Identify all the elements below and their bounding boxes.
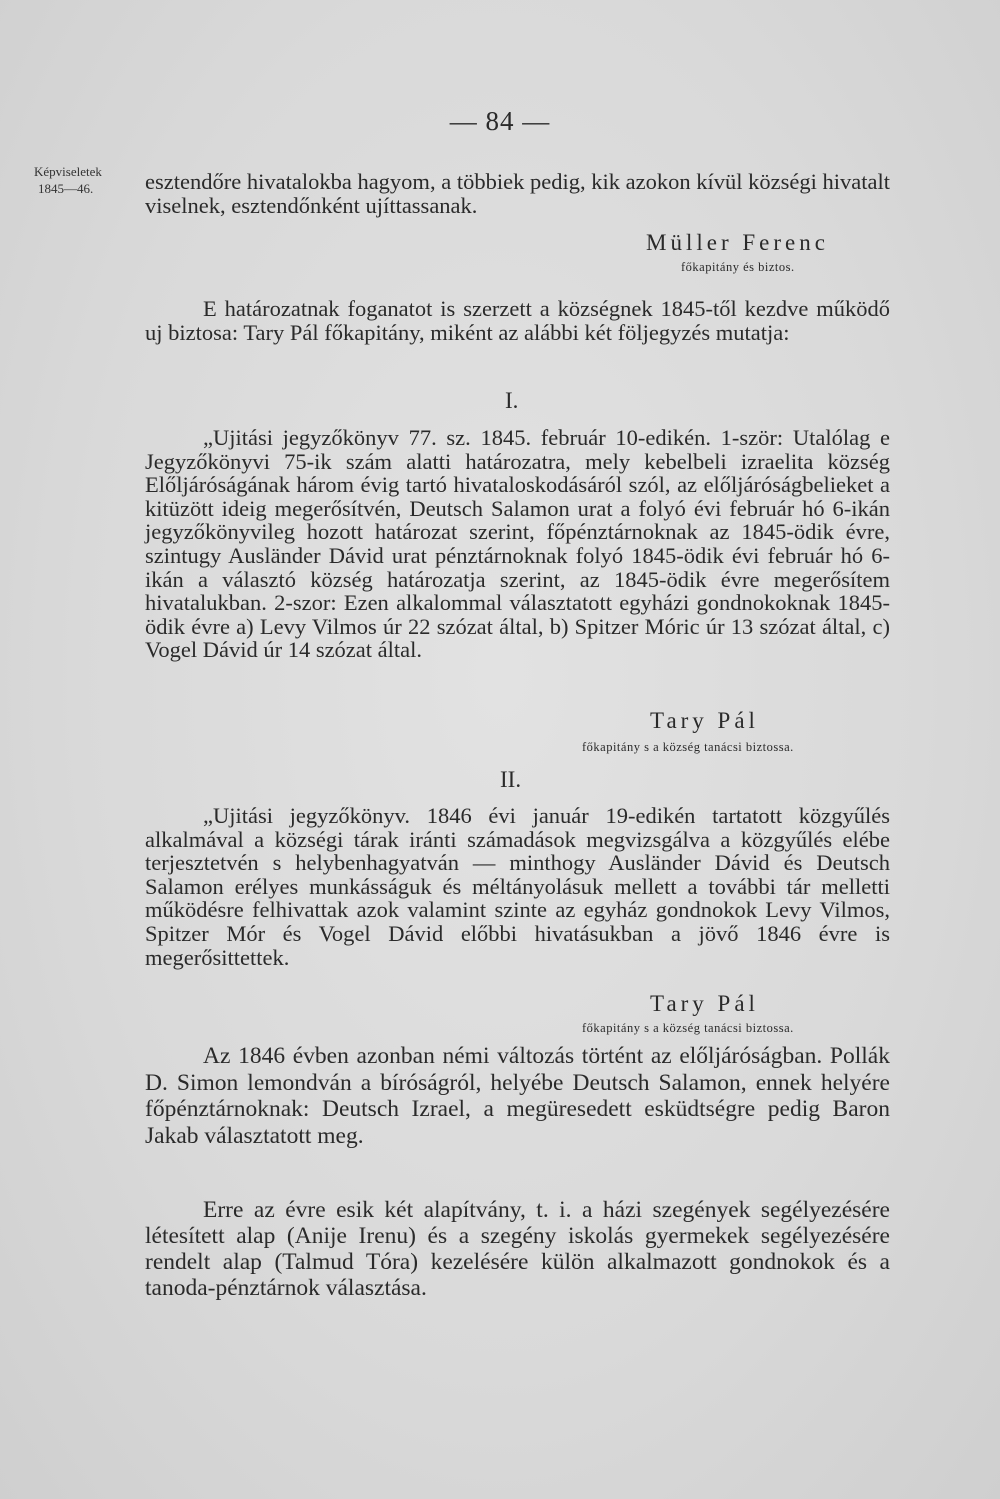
- section-1-numeral: I.: [505, 388, 519, 413]
- paragraph-4: „Ujitási jegyzőkönyv. 1846 évi január 19-edikén tartatott közgyűlés alkalmával a községi tárak iránti számadások megvizsgálva a közgyűlés elébe terjesztetvén s helybenhagyatván — minthogy Ausländer Dávid és Deutsch Salamon erélyes munkásságuk és méltányolásuk mellett a további tár melletti működésre felhivattak azok valamint szinte az egyház gondnokok Levy Vilmos, Spitzer Mór és Vogel Dávid előbbi hivatásukban a jövő 1846 évre is megerősittettek.: [145, 803, 890, 970]
- signature-2-title: főkapitány s a község tanácsi biztossa.: [582, 740, 794, 754]
- signature-1-title: főkapitány és biztos.: [681, 260, 795, 274]
- signature-3-title: főkapitány s a község tanácsi biztossa.: [582, 1021, 794, 1035]
- paragraph-1: esztendőre hivatalokba hagyom, a többiek pedig, kik azokon kívül községi hivatalt viselnek, esztendőnként ujíttassanak.: [145, 169, 890, 218]
- paragraph-5: Az 1846 évben azonban némi változás történt az előljáróságban. Pollák D. Simon lemondván a bíróságról, helyébe Deutsch Salamon, ennek helyére főpénztárnoknak: Deutsch Izrael, a megüresedett esküdtségre pedig Baron Jakab választatott meg.: [145, 1043, 890, 1149]
- page-number: — 84 —: [449, 106, 551, 136]
- paragraph-2: E határozatnak foganatot is szerzett a községnek 1845-től kezdve működő uj biztosa: Tary Pál főkapitány, miként az alábbi két följegyzés mutatja:: [145, 296, 890, 345]
- signature-1-name: Müller Ferenc: [646, 230, 829, 255]
- signature-3-name: Tary Pál: [650, 991, 759, 1016]
- signature-2-name: Tary Pál: [650, 708, 759, 733]
- marginal-note-line-1: Képviseletek: [34, 164, 102, 179]
- paragraph-6: Erre az évre esik két alapítvány, t. i. a házi szegények segélyezésére létesített alap (Anije Irenu) és a szegény iskolás gyermekek segélyezésére rendelt alap (Talmud Tóra) kezelésére külön alkalmazott gondnokok és a tanoda-pénztárnok választása.: [145, 1197, 890, 1301]
- paragraph-3: „Ujitási jegyzőkönyv 77. sz. 1845. február 10-edikén. 1-ször: Utalólag e Jegyzőkönyvi 75-ik szám alatti határozatra, mely kebelbeli izraelita község Előljáróságának három évig tartó hivataloskodásáról szól, az előljáróságbelieket a kitüzött ideig megerősítvén, Deutsch Salamon urat a folyó évi február hó 6-ikán jegyzőkönyvileg hozott határozat szerint, főpénztárnoknak az 1845-ödik évre, szintugy Ausländer Dávid urat pénztárnoknak folyó 1845-ödik évi február hó 6-ikán a választó község határozatja szerint, az 1845-ödik évre megerősítem hivatalukban. 2-szor: Ezen alkalommal választatott egyházi gondnokoknak 1845-ödik évre a) Levy Vilmos úr 22 szózat által, b) Spitzer Móric úr 13 szózat által, c) Vogel Dávid úr 14 szózat által.: [145, 425, 890, 663]
- section-2-numeral: II.: [500, 767, 522, 792]
- marginal-note: [34, 163, 102, 197]
- marginal-note-line-2: 1845—46.: [38, 181, 94, 196]
